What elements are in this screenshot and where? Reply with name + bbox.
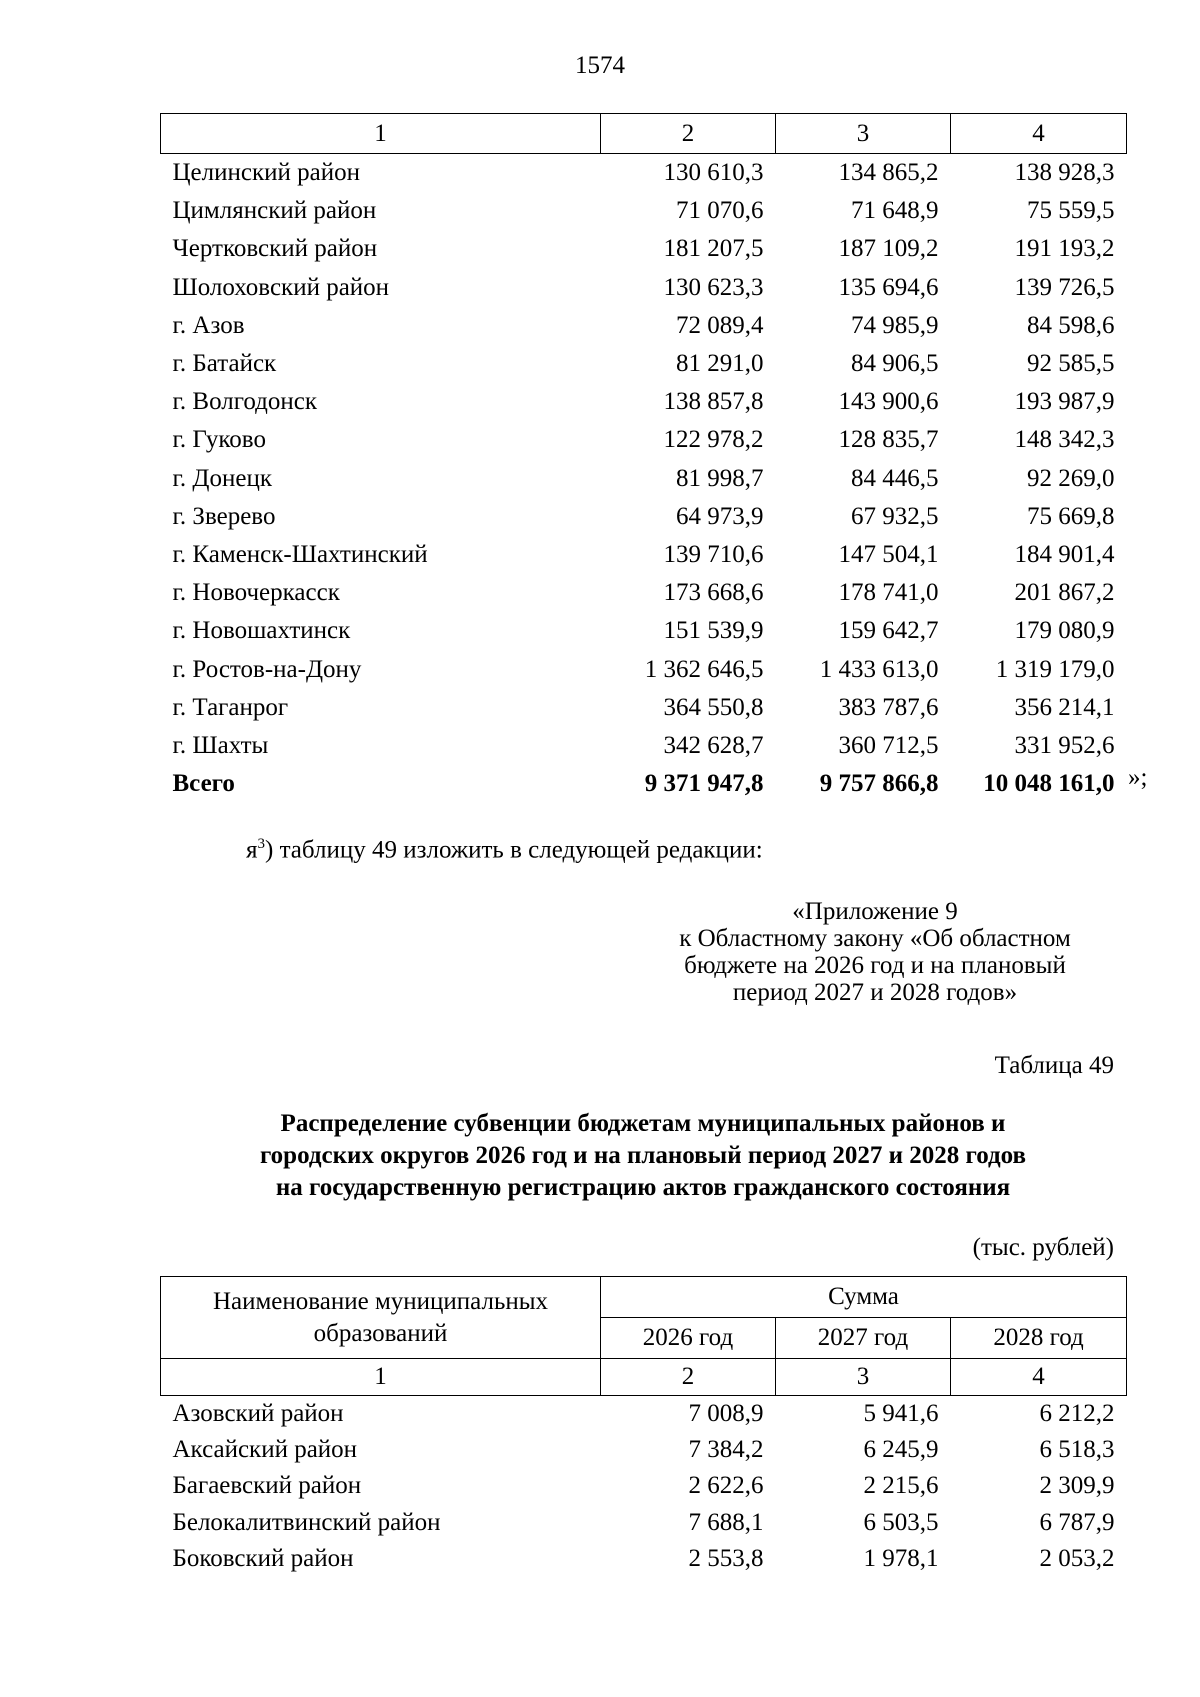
value-2026: 7 008,9 [688, 1400, 764, 1427]
municipality-name: г. Шахты [172, 732, 269, 760]
value-2027: 187 109,2 [838, 235, 939, 263]
column-number-header: 2 [601, 1359, 776, 1396]
value-2028: 148 342,3 [1014, 426, 1115, 454]
column-number-row [161, 114, 1127, 154]
column-number-header: 4 [951, 1359, 1127, 1396]
value-2028: 179 080,9 [1014, 617, 1115, 645]
value-2028: 193 987,9 [1014, 388, 1115, 416]
year-header: 2027 год [776, 1318, 951, 1359]
value-2026: 64 973,9 [676, 502, 764, 530]
value-2027: 74 985,9 [851, 311, 939, 339]
value-2028: 75 669,8 [1027, 502, 1115, 530]
value-2026: 81 998,7 [676, 464, 764, 492]
column-number-header: 1 [161, 114, 601, 154]
value-2026: 9 371 947,8 [644, 770, 764, 798]
municipality-name: г. Азов [172, 311, 245, 339]
municipality-name: Багаевский район [172, 1472, 362, 1500]
value-2027: 71 648,9 [851, 197, 939, 225]
table-row [161, 460, 1127, 498]
column-number-header: 3 [776, 114, 951, 154]
value-2026: 173 668,6 [663, 579, 764, 607]
amendment-instruction [246, 836, 763, 864]
table-row [161, 345, 1127, 383]
value-2026: 138 857,8 [663, 388, 764, 416]
column-number-header: 1 [161, 1359, 601, 1396]
table-row [161, 192, 1127, 230]
value-2028: 201 867,2 [1014, 579, 1115, 607]
municipality-name: Азовский район [172, 1400, 344, 1427]
municipality-name: Цимлянский район [172, 197, 377, 225]
value-2026: 130 610,3 [663, 159, 764, 186]
value-2027: 1 433 613,0 [819, 655, 939, 683]
value-2026: 72 089,4 [676, 311, 764, 339]
municipality-name: Всего [172, 770, 235, 798]
table-row [161, 1396, 1127, 1433]
title-line: на государственную регистрацию актов гражданского состояния [275, 1174, 1011, 1201]
appendix-line: период 2027 и 2028 годов» [732, 979, 1018, 1006]
value-2028: 138 928,3 [1014, 159, 1115, 186]
subvention-table-continuation [160, 113, 1127, 803]
municipality-name: Шолоховский район [172, 273, 390, 301]
value-2026: 181 207,5 [663, 235, 764, 263]
value-2028: 75 559,5 [1027, 197, 1115, 225]
appendix-line: к Областному закону «Об областном [679, 925, 1071, 952]
table-row [161, 154, 1127, 193]
table-row [161, 230, 1127, 268]
appendix-line: бюджете на 2026 год и на плановый [684, 952, 1066, 979]
column-number-header: 2 [601, 114, 776, 154]
table-row [161, 421, 1127, 459]
table-label: Таблица 49 [994, 1052, 1114, 1079]
year-header: 2028 год [951, 1318, 1127, 1359]
value-2026: 151 539,9 [663, 617, 764, 645]
value-2027: 84 906,5 [851, 350, 939, 378]
value-2026: 81 291,0 [676, 350, 764, 378]
table-row [161, 307, 1127, 345]
value-2028: 139 726,5 [1014, 273, 1115, 301]
table-row [161, 574, 1127, 612]
value-2027: 6 245,9 [863, 1436, 939, 1464]
registration-subvention-table [160, 1276, 1127, 1577]
instruction-prefix: я [246, 836, 258, 864]
municipality-name: г. Гуково [172, 426, 266, 454]
table-row [161, 727, 1127, 765]
value-2027: 1 978,1 [863, 1544, 939, 1572]
value-2027: 147 504,1 [838, 541, 939, 569]
value-2027: 383 787,6 [838, 693, 939, 721]
total-row [161, 765, 1127, 803]
table-row [161, 536, 1127, 574]
value-2026: 71 070,6 [676, 197, 764, 225]
value-2026: 122 978,2 [663, 426, 764, 454]
units-note: (тыс. рублей) [972, 1234, 1114, 1261]
table-row [161, 1541, 1127, 1577]
value-2027: 6 503,5 [863, 1508, 939, 1536]
municipality-name: г. Новошахтинск [172, 617, 351, 645]
title-line: Распределение субвенции бюджетам муниципальных районов и [280, 1110, 1006, 1137]
municipality-name: Целинский район [172, 159, 360, 186]
municipality-name: г. Таганрог [172, 693, 289, 721]
value-2026: 130 623,3 [663, 273, 764, 301]
table-row [161, 1432, 1127, 1468]
value-2027: 143 900,6 [838, 388, 939, 416]
value-2028: 191 193,2 [1014, 235, 1115, 263]
value-2028: 6 787,9 [1039, 1508, 1115, 1536]
value-2028: 1 319 179,0 [995, 655, 1115, 683]
value-2027: 84 446,5 [851, 464, 939, 492]
value-2027: 2 215,6 [863, 1472, 939, 1500]
header-row [161, 1277, 1127, 1318]
value-2026: 7 384,2 [688, 1436, 764, 1464]
table-row [161, 689, 1127, 727]
municipality-name: г. Каменск-Шахтинский [172, 541, 428, 569]
closing-quote: »; [1128, 764, 1148, 791]
municipality-name: г. Ростов-на-Дону [172, 655, 362, 683]
value-2026: 7 688,1 [688, 1508, 764, 1536]
municipality-name: Аксайский район [172, 1436, 358, 1464]
title-line: городских округов 2026 год и на плановый период 2027 и 2028 годов [259, 1142, 1027, 1169]
page-number: 1574 [575, 52, 625, 79]
value-2027: 128 835,7 [838, 426, 939, 454]
value-2027: 67 932,5 [851, 502, 939, 530]
appendix-line: «Приложение 9 [792, 898, 958, 925]
table-row [161, 1468, 1127, 1504]
value-2027: 159 642,7 [838, 617, 939, 645]
table-row [161, 383, 1127, 421]
value-2026: 2 553,8 [688, 1544, 764, 1572]
value-2028: 356 214,1 [1014, 693, 1115, 721]
value-2027: 178 741,0 [838, 579, 939, 607]
table-title [160, 1108, 1126, 1204]
municipality-name: г. Батайск [172, 350, 277, 378]
value-2028: 84 598,6 [1027, 311, 1115, 339]
instruction-superscript: 3 [257, 836, 265, 852]
value-2028: 2 309,9 [1039, 1472, 1115, 1500]
municipality-name: г. Волгодонск [172, 388, 318, 416]
value-2028: 6 518,3 [1039, 1436, 1115, 1464]
value-2028: 2 053,2 [1039, 1544, 1115, 1572]
table-row [161, 269, 1127, 307]
value-2028: 184 901,4 [1014, 541, 1115, 569]
municipality-name: г. Зверево [172, 502, 276, 530]
municipality-name: г. Новочеркасск [172, 579, 340, 607]
value-2026: 1 362 646,5 [644, 655, 764, 683]
value-2027: 135 694,6 [838, 273, 939, 301]
appendix-reference [640, 898, 1110, 1006]
value-2026: 2 622,6 [688, 1472, 764, 1500]
table-row [161, 651, 1127, 689]
value-2026: 139 710,6 [663, 541, 764, 569]
value-2027: 5 941,6 [863, 1400, 939, 1427]
value-2026: 342 628,7 [663, 732, 764, 760]
municipality-name-header: Наименование муниципальных образований [161, 1277, 601, 1359]
value-2028: 92 269,0 [1027, 464, 1115, 492]
instruction-text: ) таблицу 49 изложить в следующей редакции: [265, 836, 763, 864]
column-number-row [161, 1359, 1127, 1396]
table-row [161, 1505, 1127, 1541]
sum-header: Сумма [601, 1277, 1127, 1318]
value-2028: 6 212,2 [1039, 1400, 1115, 1427]
municipality-name: г. Донецк [172, 464, 272, 492]
value-2027: 360 712,5 [838, 732, 939, 760]
value-2028: 10 048 161,0 [983, 770, 1115, 798]
table-row [161, 498, 1127, 536]
value-2027: 134 865,2 [838, 159, 939, 186]
value-2028: 331 952,6 [1014, 732, 1115, 760]
municipality-name: Белокалитвинский район [172, 1508, 441, 1536]
value-2028: 92 585,5 [1027, 350, 1115, 378]
column-number-header: 3 [776, 1359, 951, 1396]
table-row [161, 612, 1127, 650]
municipality-name: Чертковский район [172, 235, 378, 263]
year-header: 2026 год [601, 1318, 776, 1359]
value-2027: 9 757 866,8 [819, 770, 939, 798]
value-2026: 364 550,8 [663, 693, 764, 721]
column-number-header: 4 [951, 114, 1127, 154]
municipality-name: Боковский район [172, 1544, 354, 1572]
